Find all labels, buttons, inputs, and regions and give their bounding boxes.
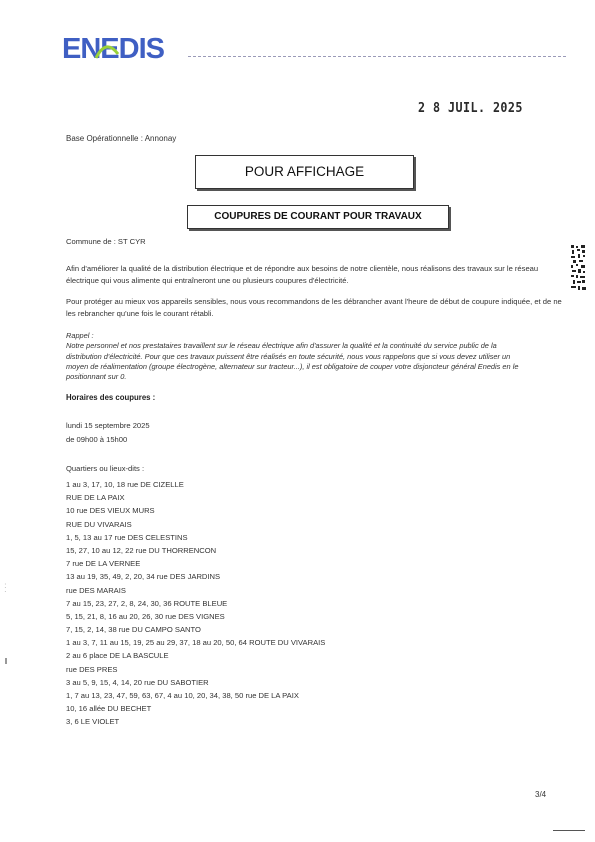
rappel-label: Rappel :: [66, 331, 94, 340]
header-divider: [188, 56, 566, 57]
enedis-logo-text: ENEDIS: [62, 33, 164, 62]
street-list: [66, 478, 325, 729]
list-item: 10, 16 allée DU BECHET: [66, 704, 152, 714]
list-item: 1 au 3, 7, 11 au 15, 19, 25 au 29, 37, 18 au 20, 50, 64 ROUTE DU VIVARAIS: [66, 638, 326, 648]
page-subtitle: COUPURES DE COURANT POUR TRAVAUX: [214, 211, 422, 222]
list-item: 7, 15, 2, 14, 38 rue DU CAMPO SANTO: [66, 625, 201, 635]
list-item: 10 rue DES VIEUX MURS: [66, 506, 155, 516]
quartiers-title: Quartiers ou lieux-dits :: [66, 464, 145, 473]
schedule-time: de 09h00 à 15h00: [66, 435, 128, 444]
commune-line: Commune de : ST CYR: [66, 237, 146, 246]
received-date-stamp: 2 8 JUIL. 2025: [418, 101, 523, 116]
list-item: rue DES PRES: [66, 664, 118, 674]
list-item: rue DES MARAIS: [66, 585, 126, 595]
horaires-title: Horaires des coupures :: [66, 393, 156, 402]
list-item: 1, 7 au 13, 23, 47, 59, 63, 67, 4 au 10, 20, 34, 38, 50 rue DE LA PAIX: [66, 691, 299, 700]
schedule: [66, 419, 150, 447]
list-item: 3 au 5, 9, 15, 4, 14, 20 rue DU SABOTIER: [66, 677, 209, 687]
subtitle-box: [187, 205, 449, 229]
base-operationnelle: Base Opérationnelle : Annonay: [66, 134, 177, 143]
schedule-date: lundi 15 septembre 2025: [66, 421, 150, 430]
rappel-block: [66, 331, 532, 382]
page-title: POUR AFFICHAGE: [244, 164, 365, 179]
list-item: 1 au 3, 17, 10, 18 rue DE CIZELLE: [66, 480, 184, 489]
list-item: 3, 6 LE VIOLET: [66, 717, 120, 727]
intro-paragraph: Afin d'améliorer la qualité de la distribution électrique et de répondre aux besoins de notre clientèle, nous réalisons des travaux sur le réseau électrique qui vous alimente qui entraîneront une ou plusieurs coupures d'électricité.: [66, 264, 539, 285]
enedis-logo: [62, 32, 180, 62]
footer-rule: [553, 830, 585, 831]
list-item: 13 au 19, 35, 49, 2, 20, 34 rue DES JARDINS: [66, 572, 221, 582]
page-number: 3/4: [535, 790, 547, 799]
list-item: 7 au 15, 23, 27, 2, 8, 24, 30, 36 ROUTE BLEUE: [66, 598, 228, 608]
list-item: 15, 27, 10 au 12, 22 rue DU THORRENCON: [66, 545, 217, 555]
side-margin-dot: [5, 658, 7, 664]
advice-paragraph: Pour protéger au mieux vos appareils sensibles, nous vous recommandons de les débrancher avant l'heure de début de coupure indiquée, et de ne les rebrancher qu'une fois le courant rétabli.: [66, 297, 562, 318]
list-item: 7 rue DE LA VERNEE: [66, 559, 141, 569]
list-item: RUE DE LA PAIX: [66, 493, 125, 503]
qr-code-icon: [571, 245, 586, 291]
rappel-text: Notre personnel et nos prestataires travaillent sur le réseau électrique afin d'assurer la qualité et la continuité du service public de la distribution d'électricité. Pour que ces travaux puissent être réalisés en toute sécurité, nous vous rappelons que si vous devez utiliser un moyen de réalimentation (groupe électrogène, alternateur sur tracteur...), il est obligatoire de couper votre disjoncteur général Enedis en le positionnant sur 0.: [66, 341, 519, 382]
title-box: [195, 155, 414, 189]
side-margin-mark: · · ·: [3, 583, 9, 593]
list-item: 2 au 6 place DE LA BASCULE: [66, 651, 169, 661]
list-item: 5, 15, 21, 8, 16 au 20, 26, 30 rue DES VIGNES: [66, 611, 225, 621]
list-item: 1, 5, 13 au 17 rue DES CELESTINS: [66, 532, 188, 542]
list-item: RUE DU VIVARAIS: [66, 519, 132, 529]
